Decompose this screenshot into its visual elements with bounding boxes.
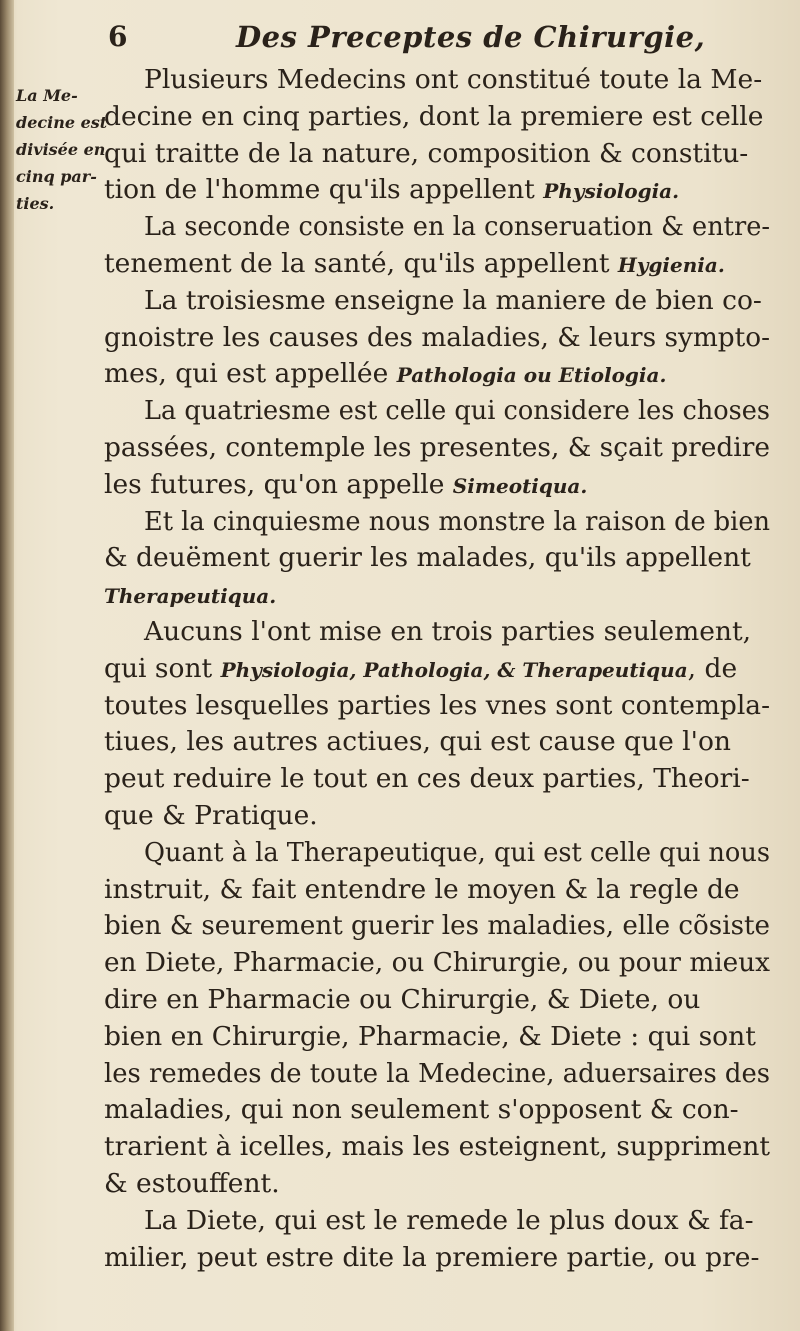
text-line [104, 62, 770, 99]
margin-note-line: ties. [16, 194, 55, 213]
margin-note-line: decine est [16, 113, 108, 132]
line-text: les futures, qu'on appelle [104, 468, 453, 500]
text-line [104, 393, 770, 430]
text-line [104, 1240, 770, 1277]
italic-term: Pathologia ou Etiologia. [396, 363, 667, 388]
line-text: que & Pratique. [104, 799, 318, 831]
text-line [104, 99, 770, 136]
line-text: Aucuns l'ont mise en trois parties seulement, [144, 615, 752, 647]
text-line [104, 835, 770, 872]
line-text: gnoistre les causes des maladies, & leurs sympto- [104, 321, 770, 353]
text-line [104, 908, 770, 945]
line-text: maladies, qui non seulement s'opposent & con- [104, 1094, 739, 1126]
line-text: La Diete, qui est le remede le plus doux & fa- [144, 1204, 754, 1236]
line-text: decine en cinq parties, dont la premiere est celle [104, 100, 764, 132]
line-text: tion de l'homme qu'ils appellent [104, 174, 544, 206]
line-text: les remedes de toute la Medecine, aduersaires des [104, 1057, 770, 1089]
line-text: bien en Chirurgie, Pharmacie, & Diete : qui sont [104, 1020, 756, 1052]
text-line [104, 1092, 770, 1129]
text-line [104, 209, 770, 246]
margin-note-line: divisée en [16, 140, 106, 159]
line-text: qui sont [104, 652, 221, 684]
line-text: qui traitte de la nature, composition & constitu- [104, 137, 749, 169]
text-line [104, 1056, 770, 1093]
text-line [104, 1166, 770, 1203]
line-text: Et la cinquiesme nous monstre la raison de bien [144, 505, 770, 537]
line-text: bien & seurement guerir les maladies, elle cõsiste [104, 910, 770, 942]
italic-term: Therapeutiqua. [104, 584, 277, 609]
text-line [104, 430, 770, 467]
text-line [104, 761, 770, 798]
line-text: dire en Pharmacie ou Chirurgie, & Diete, ou [104, 983, 701, 1015]
text-line [104, 172, 770, 209]
line-text: instruit, & fait entendre le moyen & la regle de [104, 873, 740, 905]
line-text: trarient à icelles, mais les esteignent, suppriment [104, 1131, 770, 1163]
text-line [104, 504, 770, 541]
italic-term: Hygienia. [617, 252, 725, 277]
text-line [104, 136, 770, 173]
line-text: Quant à la Therapeutique, qui est celle qui nous [144, 836, 770, 868]
line-text: La quatriesme est celle qui considere les choses [144, 395, 770, 427]
text-line [104, 1019, 770, 1056]
line-text: La troisiesme enseigne la maniere de bien co- [144, 284, 762, 316]
text-line [104, 467, 770, 504]
text-line [104, 320, 770, 357]
margin-note-line: La Me- [16, 86, 78, 105]
text-line [104, 283, 770, 320]
text-line [104, 577, 770, 614]
text-line [104, 356, 770, 393]
line-text: passées, contemple les presentes, & sçait predire [104, 431, 770, 463]
line-text: toutes lesquelles parties les vnes sont contempla- [104, 689, 770, 721]
text-line [104, 614, 770, 651]
running-head [108, 18, 768, 58]
book-binding [0, 0, 14, 1331]
body-text [104, 62, 770, 1276]
line-text: La seconde consiste en la conseruation & entre- [144, 211, 770, 243]
line-text: mes, qui est appellée [104, 358, 397, 390]
page-header-title: Des Preceptes de Chirurgie, [236, 20, 706, 54]
text-line [104, 688, 770, 725]
line-text: & estouffent. [104, 1167, 280, 1199]
page-number: 6 [108, 20, 128, 53]
text-line [104, 1203, 770, 1240]
line-text: tiues, les autres actiues, qui est cause que l'on [104, 726, 731, 758]
line-text-tail: , de [687, 652, 738, 684]
line-text: peut reduire le tout en ces deux parties, Theori- [104, 763, 750, 795]
line-text: & deuëment guerir les malades, qu'ils appellent [104, 542, 751, 574]
text-line [104, 872, 770, 909]
line-text: tenement de la santé, qu'ils appellent [104, 247, 618, 279]
text-line [104, 945, 770, 982]
text-line [104, 651, 770, 688]
italic-term: Physiologia. [543, 179, 680, 204]
margin-note-line: cinq par- [16, 167, 97, 186]
text-line [104, 246, 770, 283]
text-line [104, 798, 770, 835]
text-line [104, 724, 770, 761]
line-text: en Diete, Pharmacie, ou Chirurgie, ou pour mieux [104, 947, 770, 979]
text-line [104, 982, 770, 1019]
line-text: Plusieurs Medecins ont constitué toute la Me- [144, 64, 763, 95]
italic-term: Simeotiqua. [452, 473, 588, 498]
text-line [104, 540, 770, 577]
italic-term: Physiologia, Pathologia, & Therapeutiqua [220, 657, 688, 682]
margin-note [16, 82, 108, 217]
line-text: milier, peut estre dite la premiere partie, ou pre- [104, 1241, 760, 1273]
text-line [104, 1129, 770, 1166]
